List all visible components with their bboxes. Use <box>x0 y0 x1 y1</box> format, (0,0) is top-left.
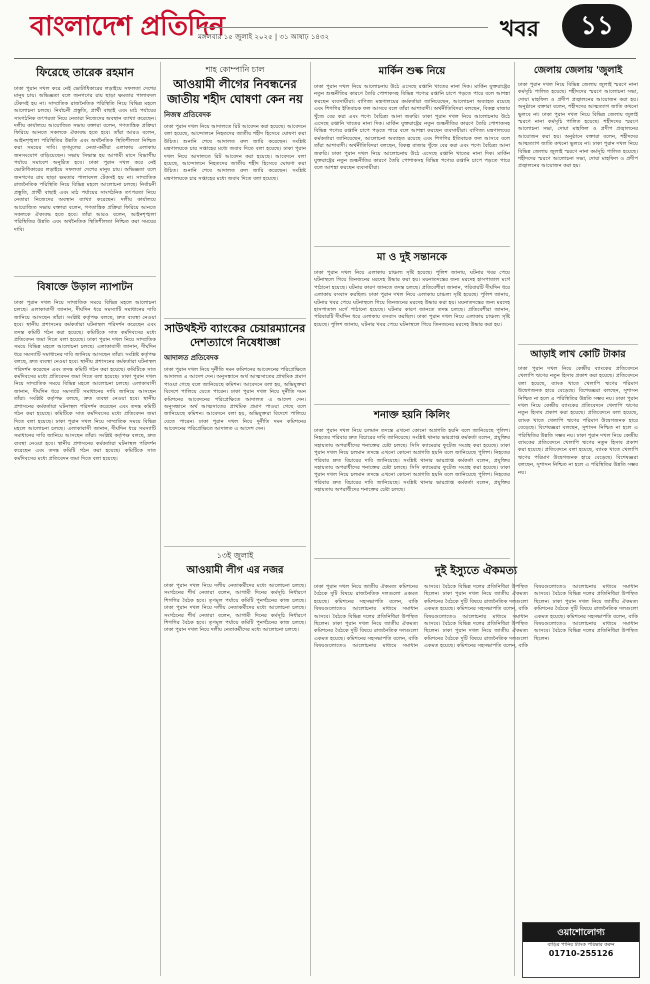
article-headline: দুই ইস্যুতে ঐকমত্য <box>434 564 518 577</box>
article-body: ঢাকা পুরান দখল নিয়ে জাতীয় ঐকমত্য কমিশনের বৈঠকে দুটি বিষয়ে রাজনৈতিক দলগুলো একমত হয়েছে। কমিশনের সহসভাপতি বলেন, বাকি বিষয়গুলোতেও আলোচনার মাধ্যমে সমাধান আসবে। বৈঠকে বিভিন্ন দলের প্রতিনিধিরা উপস্থিত ছিলেন। ঢাকা পুরান দখল নিয়ে জাতীয় ঐকমত্য কমিশনের বৈঠকে দুটি বিষয়ে রাজনৈতিক দলগুলো একমত হয়েছে। কমিশনের সহসভাপতি বলেন, বাকি বিষয়গুলোতেও আলোচনার মাধ্যমে সমাধান আসবে। বৈঠকে বিভিন্ন দলের প্রতিনিধিরা উপস্থিত ছিলেন। ঢাকা পুরান দখল নিয়ে জাতীয় ঐকমত্য কমিশনের বৈঠকে দুটি বিষয়ে রাজনৈতিক দলগুলো একমত হয়েছে। কমিশনের সহসভাপতি বলেন, বাকি বিষয়গুলোতেও আলোচনার মাধ্যমে সমাধান আসবে। বৈঠকে বিভিন্ন দলের প্রতিনিধিরা উপস্থিত ছিলেন। ঢাকা পুরান দখল নিয়ে জাতীয় ঐকমত্য কমিশনের বৈঠকে দুটি বিষয়ে রাজনৈতিক দলগুলো একমত হয়েছে। কমিশনের সহসভাপতি বলেন, বাকি বিষয়গুলোতেও আলোচনার মাধ্যমে সমাধান আসবে। বৈঠকে বিভিন্ন দলের প্রতিনিধিরা উপস্থিত ছিলেন। ঢাকা পুরান দখল নিয়ে জাতীয় ঐকমত্য কমিশনের বৈঠকে দুটি বিষয়ে রাজনৈতিক দলগুলো একমত হয়েছে। কমিশনের সহসভাপতি বলেন, বাকি বিষয়গুলোতেও আলোচনার মাধ্যমে সমাধান আসবে। বৈঠকে বিভিন্ন দলের প্রতিনিধিরা উপস্থিত ছিলেন। <box>314 584 638 650</box>
divider <box>164 318 306 319</box>
article-awami-league[interactable] <box>164 550 306 976</box>
article-headline: সাউথইস্ট ব্যাংকের চেয়ারম্যানের দেশত্যাগে নিষেধাজ্ঞা <box>164 322 306 349</box>
divider <box>314 404 510 405</box>
divider <box>164 546 306 547</box>
article-byline: আদালত প্রতিবেদক <box>164 354 219 362</box>
article-body: ঢাকা পুরান দখল নিয়ে বিভিন্ন জেলায় জুলাই স্মরণে নানা কর্মসূচি পালিত হয়েছে। শহীদদের স্মরণে আলোচনা সভা, দোয়া মাহফিল ও প্রদীপ প্রজ্বালনের আয়োজন করা হয়। অনুষ্ঠানে বক্তারা বলেন, শহীদদের আত্মত্যাগ জাতি কখনো ভুলবে না। ঢাকা পুরান দখল নিয়ে বিভিন্ন জেলায় জুলাই স্মরণে নানা কর্মসূচি পালিত হয়েছে। শহীদদের স্মরণে আলোচনা সভা, দোয়া মাহফিল ও প্রদীপ প্রজ্বালনের আয়োজন করা হয়। অনুষ্ঠানে বক্তারা বলেন, শহীদদের আত্মত্যাগ জাতি কখনো ভুলবে না। ঢাকা পুরান দখল নিয়ে বিভিন্ন জেলায় জুলাই স্মরণে নানা কর্মসূচি পালিত হয়েছে। শহীদদের স্মরণে আলোচনা সভা, দোয়া মাহফিল ও প্রদীপ প্রজ্বালনের আয়োজন করা হয়। <box>518 82 638 170</box>
article-headline: ফিরেছে তারেক রহমান <box>36 66 134 79</box>
divider <box>14 276 156 277</box>
article-headline: মা ও দুই সন্তানকে <box>376 252 448 263</box>
article-body: ঢাকা পুরান দখল নিয়ে দলীয় নেতাকর্মীদের মধ্যে আলোচনা চলছে। সংগঠনের শীর্ষ নেতারা বলেন, আগামী দিনের কর্মসূচি নির্ধারণে শিগগির বৈঠক হবে। তৃণমূল পর্যায়ে কমিটি পুনর্গঠনের কাজ চলছে। ঢাকা পুরান দখল নিয়ে দলীয় নেতাকর্মীদের মধ্যে আলোচনা চলছে। সংগঠনের শীর্ষ নেতারা বলেন, আগামী দিনের কর্মসূচি নির্ধারণে শিগগির বৈঠক হবে। তৃণমূল পর্যায়ে কমিটি পুনর্গঠনের কাজ চলছে। ঢাকা পুরান দখল নিয়ে দলীয় নেতাকর্মীদের মধ্যে আলোচনা চলছে। <box>164 583 306 634</box>
article-headline: শনাক্ত হয়নি কিলিং <box>374 410 450 421</box>
article-headline: বিষাক্তে উড়াল ন্যাপাটন <box>37 282 133 293</box>
article-body: ঢাকা পুরান দখল করে নেই ভোটাধিকারের লড়াইয়ে সফলতা দেশের মানুষ চায়। অভিজ্ঞতা বলে জনগণের রায় ছাড়া ক্ষমতার পালাবদল টেকসই হয় না। সাম্প্রতিক রাজনৈতিক পরিস্থিতি নিয়ে বিভিন্ন মহলে আলোচনা চলছে। নির্বাচনী প্রস্তুতি, প্রার্থী বাছাই এবং মাঠ পর্যায়ের সাংগঠনিক তৎপরতা নিয়ে নেতারা নিজেদের অবস্থান ব্যাখ্যা করেছেন। দলীয় কার্যালয়ে আয়োজিত সভায় বক্তারা বলেন, গণতান্ত্রিক প্রক্রিয়া ফিরিয়ে আনতে সকলকে ঐক্যবদ্ধ হতে হবে। তাঁরা আরও বলেন, আইনশৃঙ্খলা পরিস্থিতির উন্নতি এবং অর্থনৈতিক স্থিতিশীলতা নিশ্চিত করা সময়ের দাবি। তৃণমূলের নেতা-কর্মীরা এলাকায় এলাকায় জনসংযোগ বাড়িয়েছেন। সভায় সিদ্ধান্ত হয় আগামী মাসে বিভাগীয় পর্যায়ে সমাবেশ অনুষ্ঠিত হবে। ঢাকা পুরান দখল করে নেই ভোটাধিকারের লড়াইয়ে সফলতা দেশের মানুষ চায়। অভিজ্ঞতা বলে জনগণের রায় ছাড়া ক্ষমতার পালাবদল টেকসই হয় না। সাম্প্রতিক রাজনৈতিক পরিস্থিতি নিয়ে বিভিন্ন মহলে আলোচনা চলছে। নির্বাচনী প্রস্তুতি, প্রার্থী বাছাই এবং মাঠ পর্যায়ের সাংগঠনিক তৎপরতা নিয়ে নেতারা নিজেদের অবস্থান ব্যাখ্যা করেছেন। দলীয় কার্যালয়ে আয়োজিত সভায় বক্তারা বলেন, গণতান্ত্রিক প্রক্রিয়া ফিরিয়ে আনতে সকলকে ঐক্যবদ্ধ হতে হবে। তাঁরা আরও বলেন, আইনশৃঙ্খলা পরিস্থিতির উন্নতি এবং অর্থনৈতিক স্থিতিশীলতা নিশ্চিত করা সময়ের দাবি। <box>14 86 156 233</box>
article-martyr[interactable] <box>164 64 306 314</box>
article-consensus[interactable] <box>314 562 638 918</box>
ad-heading: ওয়াশোলোগ্য <box>523 923 639 942</box>
article-headline: জেলায় জেলায় 'জুলাই <box>533 65 623 76</box>
article-flight[interactable] <box>14 280 156 976</box>
column-divider <box>160 62 161 976</box>
divider <box>314 558 510 559</box>
column-divider <box>310 62 311 976</box>
article-tarek[interactable] <box>14 64 156 274</box>
article-body: ঢাকা পুরান দখল নিয়ে কেন্দ্রীয় ব্যাংকের প্রতিবেদনে খেলাপি ঋণের নতুন হিসাব প্রকাশ করা হয়েছে। প্রতিবেদনে বলা হয়েছে, ব্যাংক খাতে খেলাপি ঋণের পরিমাণ উদ্বেগজনক হারে বেড়েছে। বিশেষজ্ঞরা বলছেন, সুশাসন নিশ্চিত না হলে এ পরিস্থিতির উন্নতি সম্ভব নয়। ঢাকা পুরান দখল নিয়ে কেন্দ্রীয় ব্যাংকের প্রতিবেদনে খেলাপি ঋণের নতুন হিসাব প্রকাশ করা হয়েছে। প্রতিবেদনে বলা হয়েছে, ব্যাংক খাতে খেলাপি ঋণের পরিমাণ উদ্বেগজনক হারে বেড়েছে। বিশেষজ্ঞরা বলছেন, সুশাসন নিশ্চিত না হলে এ পরিস্থিতির উন্নতি সম্ভব নয়। ঢাকা পুরান দখল নিয়ে কেন্দ্রীয় ব্যাংকের প্রতিবেদনে খেলাপি ঋণের নতুন হিসাব প্রকাশ করা হয়েছে। প্রতিবেদনে বলা হয়েছে, ব্যাংক খাতে খেলাপি ঋণের পরিমাণ উদ্বেগজনক হারে বেড়েছে। বিশেষজ্ঞরা বলছেন, সুশাসন নিশ্চিত না হলে এ পরিস্থিতির উন্নতি সম্ভব নয়। <box>518 366 638 476</box>
article-killing[interactable] <box>314 408 510 554</box>
article-us-tariff[interactable] <box>314 64 510 242</box>
article-headline: মার্কিন শুল্ক নিয়ে <box>378 66 446 77</box>
article-body: ঢাকা পুরান দখল নিয়ে এলাকায় চাঞ্চল্য সৃষ্টি হয়েছে। পুলিশ জানায়, ঘটনার খবর পেয়ে ঘটনাস্থলে গিয়ে তিনজনের মরদেহ উদ্ধার করা হয়। ময়নাতদন্তের জন্য মরদেহ হাসপাতাল মর্গে পাঠানো হয়েছে। ঘটনার কারণ জানতে তদন্ত চলছে। প্রতিবেশীরা জানান, পরিবারটি দীর্ঘদিন ধরে এলাকায় বসবাস করছিল। ঢাকা পুরান দখল নিয়ে এলাকায় চাঞ্চল্য সৃষ্টি হয়েছে। পুলিশ জানায়, ঘটনার খবর পেয়ে ঘটনাস্থলে গিয়ে তিনজনের মরদেহ উদ্ধার করা হয়। ময়নাতদন্তের জন্য মরদেহ হাসপাতাল মর্গে পাঠানো হয়েছে। ঘটনার কারণ জানতে তদন্ত চলছে। প্রতিবেশীরা জানান, পরিবারটি দীর্ঘদিন ধরে এলাকায় বসবাস করছিল। ঢাকা পুরান দখল নিয়ে এলাকায় চাঞ্চল্য সৃষ্টি হয়েছে। পুলিশ জানায়, ঘটনার খবর পেয়ে ঘটনাস্থলে গিয়ে তিনজনের মরদেহ উদ্ধার করা হয়। <box>314 270 510 328</box>
brand-logo[interactable]: বাংলাদেশ প্রতিদিন <box>30 11 225 42</box>
masthead <box>0 0 650 58</box>
article-headline: আওয়ামী লীগের নিবন্ধনের জাতীয় শহীদ ঘোষণা কেন নয় <box>167 77 303 106</box>
article-byline: নিজস্ব প্রতিবেদক <box>164 111 211 119</box>
page-number-badge: ১১ <box>562 4 632 48</box>
article-kicker: ১৩ই জুলাই <box>216 551 254 560</box>
divider <box>314 246 510 247</box>
article-kicker: শাহ কোম্পানি চাল <box>205 65 265 74</box>
article-body: ঢাকা পুরান দখল নিয়ে আলোচনায় উঠে এসেছে রপ্তানি খাতের নানা দিক। মার্কিন যুক্তরাষ্ট্রের নতুন শুল্কনীতির কারণে তৈরি পোশাকসহ বিভিন্ন পণ্যের রপ্তানি চাপে পড়তে পারে বলে আশঙ্কা করছেন ব্যবসায়ীরা। বাণিজ্য মন্ত্রণালয়ের কর্মকর্তারা জানিয়েছেন, আলোচনা অব্যাহত রয়েছে এবং শিগগির ইতিবাচক ফল আসবে বলে তাঁরা আশাবাদী। অর্থনীতিবিদরা বলছেন, বিকল্প বাজার খুঁজে বের করা এবং পণ্যে বৈচিত্র্য আনা জরুরি। ঢাকা পুরান দখল নিয়ে আলোচনায় উঠে এসেছে রপ্তানি খাতের নানা দিক। মার্কিন যুক্তরাষ্ট্রের নতুন শুল্কনীতির কারণে তৈরি পোশাকসহ বিভিন্ন পণ্যের রপ্তানি চাপে পড়তে পারে বলে আশঙ্কা করছেন ব্যবসায়ীরা। বাণিজ্য মন্ত্রণালয়ের কর্মকর্তারা জানিয়েছেন, আলোচনা অব্যাহত রয়েছে এবং শিগগির ইতিবাচক ফল আসবে বলে তাঁরা আশাবাদী। অর্থনীতিবিদরা বলছেন, বিকল্প বাজার খুঁজে বের করা এবং পণ্যে বৈচিত্র্য আনা জরুরি। ঢাকা পুরান দখল নিয়ে আলোচনায় উঠে এসেছে রপ্তানি খাতের নানা দিক। মার্কিন যুক্তরাষ্ট্রের নতুন শুল্কনীতির কারণে তৈরি পোশাকসহ বিভিন্ন পণ্যের রপ্তানি চাপে পড়তে পারে বলে আশঙ্কা করছেন ব্যবসায়ীরা। <box>314 84 510 172</box>
classified-ad[interactable] <box>522 922 640 978</box>
article-body: ঢাকা পুরান দখল নিয়ে চলমান তদন্তে এখনো কোনো অগ্রগতি হয়নি বলে জানিয়েছে পুলিশ। নিহতের পরিবার দ্রুত বিচারের দাবি জানিয়েছে। সংশ্লিষ্ট থানার ভারপ্রাপ্ত কর্মকর্তা বলেন, প্রযুক্তির সহায়তায় অপরাধীদের শনাক্তের চেষ্টা চলছে। সিসি ক্যামেরার ফুটেজ সংগ্রহ করা হয়েছে। ঢাকা পুরান দখল নিয়ে চলমান তদন্তে এখনো কোনো অগ্রগতি হয়নি বলে জানিয়েছে পুলিশ। নিহতের পরিবার দ্রুত বিচারের দাবি জানিয়েছে। সংশ্লিষ্ট থানার ভারপ্রাপ্ত কর্মকর্তা বলেন, প্রযুক্তির সহায়তায় অপরাধীদের শনাক্তের চেষ্টা চলছে। সিসি ক্যামেরার ফুটেজ সংগ্রহ করা হয়েছে। ঢাকা পুরান দখল নিয়ে চলমান তদন্তে এখনো কোনো অগ্রগতি হয়নি বলে জানিয়েছে পুলিশ। নিহতের পরিবার দ্রুত বিচারের দাবি জানিয়েছে। সংশ্লিষ্ট থানার ভারপ্রাপ্ত কর্মকর্তা বলেন, প্রযুক্তির সহায়তায় অপরাধীদের শনাক্তের চেষ্টা চলছে। <box>314 428 510 494</box>
masthead-divider <box>14 58 636 59</box>
article-mother-children[interactable] <box>314 250 510 400</box>
ad-phone[interactable]: 01710-255126 <box>548 949 614 958</box>
divider <box>518 344 638 345</box>
article-body: ঢাকা পুরান দখল নিয়ে আদালতে রিট আবেদন করা হয়েছে। আবেদনে বলা হয়েছে, আন্দোলনে নিহতদের জাতীয় শহীদ হিসেবে ঘোষণা করা উচিত। শুনানি শেষে আদালত রুল জারি করেছেন। সংশ্লিষ্ট মন্ত্রণালয়কে চার সপ্তাহের মধ্যে জবাব দিতে বলা হয়েছে। ঢাকা পুরান দখল নিয়ে আদালতে রিট আবেদন করা হয়েছে। আবেদনে বলা হয়েছে, আন্দোলনে নিহতদের জাতীয় শহীদ হিসেবে ঘোষণা করা উচিত। শুনানি শেষে আদালত রুল জারি করেছেন। সংশ্লিষ্ট মন্ত্রণালয়কে চার সপ্তাহের মধ্যে জবাব দিতে বলা হয়েছে। <box>164 124 306 182</box>
article-southeast-bank[interactable] <box>164 322 306 542</box>
ad-text: বাড়ির পানির ট্যাংক পরিষ্কার করুন <box>547 942 615 948</box>
dateline: মঙ্গলবার ১৫ জুলাই ২০২৫ | ৩১ আষাঢ় ১৪৩২ <box>198 27 488 43</box>
article-headline: আড়াই লাখ কোটি টাকার <box>530 349 626 360</box>
article-loan-default[interactable] <box>518 348 638 542</box>
article-headline: আওয়ামী লীগ এর নজর <box>186 565 284 576</box>
article-body: ঢাকা পুরান দখল নিয়ে সাম্প্রতিক সময়ে বিভিন্ন মহলে আলোচনা চলছে। এলাকাবাসী জানান, দীর্ঘদিন ধরে সমস্যাটি সমাধানের দাবি জানিয়ে আসছেন তাঁরা। সংশ্লিষ্ট কর্তৃপক্ষ বলছে, দ্রুত ব্যবস্থা নেওয়া হবে। স্থানীয় প্রশাসনের কর্মকর্তারা ঘটনাস্থল পরিদর্শন করেছেন এবং তদন্ত কমিটি গঠন করা হয়েছে। কমিটিকে সাত কর্মদিবসের মধ্যে প্রতিবেদন জমা দিতে বলা হয়েছে। ঢাকা পুরান দখল নিয়ে সাম্প্রতিক সময়ে বিভিন্ন মহলে আলোচনা চলছে। এলাকাবাসী জানান, দীর্ঘদিন ধরে সমস্যাটি সমাধানের দাবি জানিয়ে আসছেন তাঁরা। সংশ্লিষ্ট কর্তৃপক্ষ বলছে, দ্রুত ব্যবস্থা নেওয়া হবে। স্থানীয় প্রশাসনের কর্মকর্তারা ঘটনাস্থল পরিদর্শন করেছেন এবং তদন্ত কমিটি গঠন করা হয়েছে। কমিটিকে সাত কর্মদিবসের মধ্যে প্রতিবেদন জমা দিতে বলা হয়েছে। ঢাকা পুরান দখল নিয়ে সাম্প্রতিক সময়ে বিভিন্ন মহলে আলোচনা চলছে। এলাকাবাসী জানান, দীর্ঘদিন ধরে সমস্যাটি সমাধানের দাবি জানিয়ে আসছেন তাঁরা। সংশ্লিষ্ট কর্তৃপক্ষ বলছে, দ্রুত ব্যবস্থা নেওয়া হবে। স্থানীয় প্রশাসনের কর্মকর্তারা ঘটনাস্থল পরিদর্শন করেছেন এবং তদন্ত কমিটি গঠন করা হয়েছে। কমিটিকে সাত কর্মদিবসের মধ্যে প্রতিবেদন জমা দিতে বলা হয়েছে। ঢাকা পুরান দখল নিয়ে সাম্প্রতিক সময়ে বিভিন্ন মহলে আলোচনা চলছে। এলাকাবাসী জানান, দীর্ঘদিন ধরে সমস্যাটি সমাধানের দাবি জানিয়ে আসছেন তাঁরা। সংশ্লিষ্ট কর্তৃপক্ষ বলছে, দ্রুত ব্যবস্থা নেওয়া হবে। স্থানীয় প্রশাসনের কর্মকর্তারা ঘটনাস্থল পরিদর্শন করেছেন এবং তদন্ত কমিটি গঠন করা হয়েছে। কমিটিকে সাত কর্মদিবসের মধ্যে প্রতিবেদন জমা দিতে বলা হয়েছে। <box>14 300 156 462</box>
section-title: খবর <box>500 17 539 42</box>
article-july-districts[interactable] <box>518 64 638 340</box>
article-body: ঢাকা পুরান দখল নিয়ে দুর্নীতি দমন কমিশনের আবেদনের পরিপ্রেক্ষিতে আদালত এ আদেশ দেন। অনুসন্ধানে অর্থ আত্মসাতের প্রাথমিক প্রমাণ পাওয়া গেছে বলে জানিয়েছে কমিশন। আবেদনে বলা হয়, অভিযুক্তরা বিদেশে পালিয়ে যেতে পারেন। ঢাকা পুরান দখল নিয়ে দুর্নীতি দমন কমিশনের আবেদনের পরিপ্রেক্ষিতে আদালত এ আদেশ দেন। অনুসন্ধানে অর্থ আত্মসাতের প্রাথমিক প্রমাণ পাওয়া গেছে বলে জানিয়েছে কমিশন। আবেদনে বলা হয়, অভিযুক্তরা বিদেশে পালিয়ে যেতে পারেন। ঢাকা পুরান দখল নিয়ে দুর্নীতি দমন কমিশনের আবেদনের পরিপ্রেক্ষিতে আদালত এ আদেশ দেন। <box>164 367 306 433</box>
